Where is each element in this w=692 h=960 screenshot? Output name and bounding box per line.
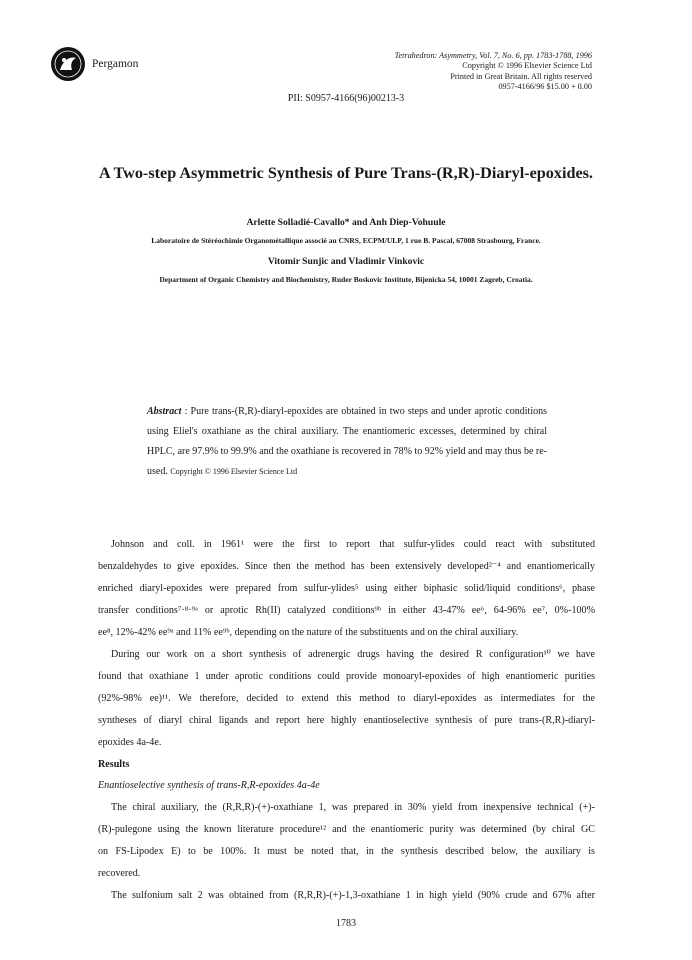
results-heading: Results xyxy=(98,759,130,770)
results-subheading: Enantioselective synthesis of trans-R,R-epoxides 4a-4e xyxy=(98,780,320,791)
abstract-text: : Pure trans-(R,R)-diaryl-epoxides are obtained in two steps and under aprotic conditions using Eliel's oxathiane as the chiral auxiliary. The enantiomeric excesses, determined by chiral HPLC, are 97.9% to 99.9% and the oxathiane is recovered in 78% to 92% yield and may thus be re-used. xyxy=(147,406,548,477)
body-text-line: syntheses of diaryl chiral ligands and report here highly enantioselective synthesis of pure trans-(R,R)-diaryl- xyxy=(98,715,595,726)
page-number: 1783 xyxy=(336,918,356,929)
body-text-line: The sulfonium salt 2 was obtained from (R,R,R)-(+)-1,3-oxathiane 1 in high yield (90% crude and 67% after xyxy=(111,890,595,901)
body-text-line: (R)-pulegone using the known literature procedure¹² and the enantiomeric purity was determined (by chiral GC xyxy=(98,824,595,835)
affiliation-2: Department of Organic Chemistry and Biochemistry, Ruder Boskovic Institute, Bijenicka 54, 10001 Zagreb, Croatia. xyxy=(159,275,533,284)
paper-title-text: A Two-step Asymmetric Synthesis of Pure Trans-(R,R)-Diaryl-epoxides. xyxy=(99,164,593,182)
authors-group-2: Vitomir Sunjic and Vladimir Vinkovic xyxy=(267,256,425,267)
price-line: 0957-4166/96 $15.00 + 0.00 xyxy=(498,81,592,91)
affiliation-1: Laboratoire de Stéréochimie Organométallique associé au CNRS, ECPM/ULP, 1 rue B. Pascal, 67008 Strasbourg, France. xyxy=(151,236,541,245)
body-text-line: enriched diaryl-epoxides were prepared from sulfur-ylides⁵ using either biphasic solid/liquid conditions⁶, phase xyxy=(98,583,595,594)
body-text-line: transfer conditions⁷·⁸·⁹ᵃ or aprotic Rh(II) catalyzed conditions⁹ᵇ in either 43-47% ee⁶, 64-96% ee⁷, 0%-100% xyxy=(98,605,595,616)
body-text-line: epoxides 4a-4e. xyxy=(98,737,162,748)
body-text-line: on FS-Lipodex E) to be 100%. It must be noted that, in the synthesis described below, the auxiliary is xyxy=(98,846,595,857)
body-text-line: benzaldehydes to give epoxides. Since then the method has been extensively developed²⁻⁴ and enantiomerically xyxy=(98,561,595,572)
body-text-line: recovered. xyxy=(98,868,141,879)
journal-info xyxy=(292,51,592,92)
abstract-label: Abstract xyxy=(147,406,182,417)
publisher-name: Pergamon xyxy=(92,58,139,70)
authors-group-1: Arlette Solladié-Cavallo* and Anh Diep-Vohuule xyxy=(246,217,446,228)
printed-line: Printed in Great Britain. All rights reserved xyxy=(450,71,592,81)
journal-citation: Tetrahedron: Asymmetry, Vol. 7, No. 6, pp. 1783-1788, 1996 xyxy=(394,51,592,60)
body-text-line: During our work on a short synthesis of adrenergic drugs having the desired R configuration¹⁰ we have xyxy=(111,649,595,660)
copyright-line: Copyright © 1996 Elsevier Science Ltd xyxy=(462,61,592,71)
body-text-line: ee⁸, 12%-42% ee⁹ᵃ and 11% ee⁹ᵇ, depending on the nature of the substituents and on the chiral auxiliary. xyxy=(98,627,519,638)
body-text-line: found that oxathiane 1 under aprotic conditions could provide monoaryl-epoxides of high enantiomeric purities xyxy=(98,671,595,682)
body-text-line: Johnson and coll. in 1961¹ were the first to report that sulfur-ylides could react with substituted xyxy=(111,539,595,550)
pii-identifier: PII: S0957-4166(96)00213-3 xyxy=(287,93,405,104)
abstract-copyright: Copyright © 1996 Elsevier Science Ltd xyxy=(170,467,298,476)
abstract xyxy=(147,402,547,482)
paper-title xyxy=(60,163,632,184)
publisher-logo-icon xyxy=(50,46,86,82)
body-text-line: (92%-98% ee)¹¹. We therefore, decided to extend this method to diaryl-epoxides as intermediates for the xyxy=(98,693,595,704)
body-text-line: The chiral auxiliary, the (R,R,R)-(+)-oxathiane 1, was prepared in 30% yield from inexpensive technical (+)- xyxy=(111,802,595,813)
